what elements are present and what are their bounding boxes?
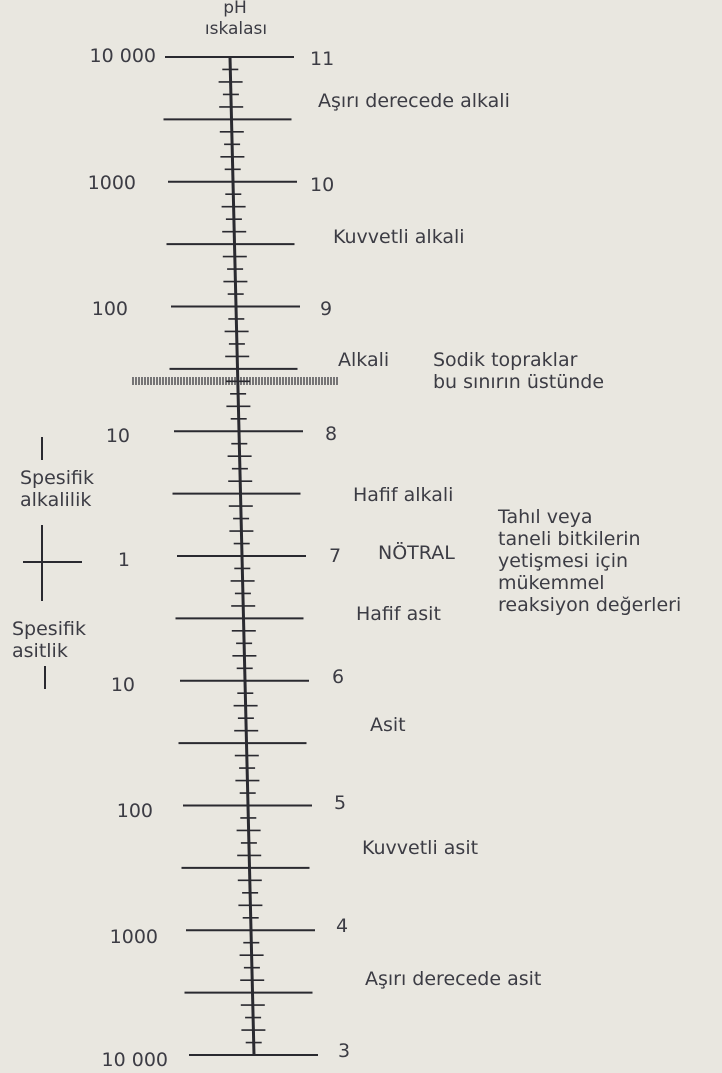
left-value-label: 100	[116, 800, 153, 822]
ph-value-label: 11	[310, 48, 335, 70]
cereal-note-line: yetişmesi için	[498, 550, 629, 572]
zone-label-strong-alkaline: Kuvvetli alkali	[333, 226, 465, 248]
cereal-note-line: reaksiyon değerleri	[498, 594, 682, 616]
zone-label-extreme-acid: Aşırı derecede asit	[365, 968, 542, 990]
scale-title-line1: pH	[223, 0, 247, 18]
zone-label-slightly-alkaline: Hafif alkali	[353, 484, 454, 506]
cereal-note-line: taneli bitkilerin	[498, 528, 641, 550]
zone-label-acid: Asit	[370, 714, 406, 736]
specific-alkalinity-line2: alkalilik	[20, 489, 92, 511]
left-value-label: 1	[117, 549, 130, 571]
zone-label-alkaline: Alkali	[338, 349, 390, 371]
ph-value-label: 6	[332, 666, 345, 688]
cereal-note-line: mükemmel	[498, 572, 605, 594]
left-value-label: 10 000	[89, 45, 156, 67]
left-value-label: 10	[105, 425, 130, 447]
left-value-label: 10 000	[101, 1049, 168, 1071]
ph-value-label: 4	[336, 915, 349, 937]
zone-label-neutral: NÖTRAL	[378, 542, 455, 564]
specific-acidity-line1: Spesifik	[12, 618, 86, 640]
left-value-label: 1000	[109, 926, 158, 948]
ph-value-label: 7	[329, 545, 342, 567]
ph-value-label: 9	[320, 298, 333, 320]
ph-value-label: 3	[338, 1040, 351, 1062]
specific-acidity-line2: asitlik	[12, 640, 68, 662]
zone-label-slightly-acid: Hafif asit	[356, 603, 441, 625]
sodic-note-line2: bu sınırın üstünde	[433, 371, 605, 393]
left-value-label: 1000	[87, 172, 136, 194]
left-value-label: 100	[91, 298, 128, 320]
zone-label-strong-acid: Kuvvetli asit	[362, 837, 479, 859]
ph-value-label: 5	[334, 792, 347, 814]
sodic-note-line1: Sodik topraklar	[433, 349, 578, 371]
left-value-label: 10	[110, 674, 135, 696]
scale-title-line2: ıskalası	[204, 19, 268, 39]
ph-value-label: 8	[325, 423, 338, 445]
specific-alkalinity-line1: Spesifik	[20, 467, 94, 489]
ph-value-label: 10	[310, 174, 335, 196]
cereal-note-line: Tahıl veya	[498, 506, 593, 528]
zone-label-extreme-alkaline: Aşırı derecede alkali	[318, 90, 510, 112]
